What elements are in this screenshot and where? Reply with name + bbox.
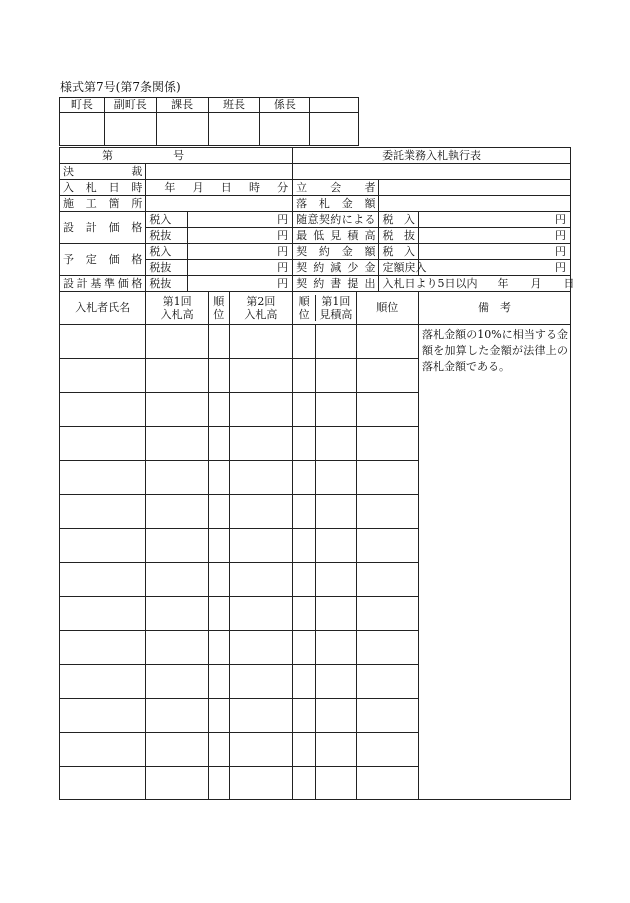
rank1-cell[interactable] bbox=[208, 733, 229, 767]
estimate-cell[interactable] bbox=[316, 733, 355, 766]
value-contract-submission[interactable] bbox=[379, 276, 575, 292]
estimate-cell[interactable] bbox=[316, 461, 355, 494]
rank2-cell[interactable] bbox=[293, 597, 316, 630]
bidder-name-cell[interactable] bbox=[60, 427, 146, 461]
round2-bid-cell[interactable] bbox=[229, 495, 293, 529]
rank2-estimate-cell[interactable] bbox=[293, 733, 356, 767]
bidder-rows bbox=[60, 325, 571, 800]
order-cell[interactable] bbox=[356, 563, 418, 597]
round2-bid-cell[interactable] bbox=[229, 767, 293, 800]
header-row bbox=[60, 148, 571, 164]
col-rank-2-and-estimate bbox=[293, 292, 356, 325]
label-contract-amount: 契約金額 bbox=[293, 244, 379, 260]
rank2-estimate-cell[interactable] bbox=[293, 529, 356, 563]
col-remarks: 備 考 bbox=[419, 292, 571, 325]
label-contract-submission: 契約書提出 bbox=[293, 276, 379, 292]
approval-label-team-leader: 班長 bbox=[208, 98, 260, 113]
value-kessai-right[interactable] bbox=[293, 164, 571, 180]
rank2-estimate-cell[interactable] bbox=[293, 563, 356, 597]
approval-stamp-table bbox=[59, 97, 359, 146]
deadline-text: 入札日より5日以内 bbox=[382, 276, 478, 290]
round1-bid-cell[interactable] bbox=[146, 393, 208, 427]
rank1-cell[interactable] bbox=[208, 529, 229, 563]
round1-bid-cell[interactable] bbox=[146, 495, 208, 529]
order-cell[interactable] bbox=[356, 733, 418, 767]
value-bid-datetime[interactable] bbox=[146, 180, 293, 196]
rank2-estimate-cell[interactable] bbox=[293, 767, 356, 800]
value-fixed-return[interactable]: 円 bbox=[419, 260, 571, 276]
rank1-cell[interactable] bbox=[208, 631, 229, 665]
col-round2-bid bbox=[229, 292, 293, 325]
round2-bid-cell[interactable] bbox=[229, 733, 293, 767]
remarks-text: 落札金額の10%に相当する金額を加算した金額が法律上の落札金額である。 bbox=[422, 328, 568, 373]
rank2-cell[interactable] bbox=[293, 529, 316, 562]
bidder-row bbox=[60, 325, 571, 359]
round1-bid-cell[interactable] bbox=[146, 631, 208, 665]
rank2-cell[interactable] bbox=[293, 325, 316, 358]
round2-bid-cell[interactable] bbox=[229, 665, 293, 699]
estimate-cell[interactable] bbox=[316, 495, 355, 528]
label-bid-datetime: 入札日時 bbox=[60, 180, 146, 196]
round1-bid-cell[interactable] bbox=[146, 461, 208, 495]
stamp-box-mayor[interactable] bbox=[60, 113, 105, 146]
col-estimate-line1: 第1回 bbox=[321, 295, 351, 308]
order-cell[interactable] bbox=[356, 529, 418, 563]
bidder-name-cell[interactable] bbox=[60, 699, 146, 733]
rank1-cell[interactable] bbox=[208, 597, 229, 631]
stamp-box-blank[interactable] bbox=[310, 113, 359, 146]
rank2-cell[interactable] bbox=[293, 359, 316, 392]
rank2-estimate-cell[interactable] bbox=[293, 393, 356, 427]
value-base-tax-out[interactable]: 円 bbox=[188, 276, 293, 292]
col-round1-bid bbox=[146, 292, 208, 325]
rank2-cell[interactable] bbox=[293, 461, 316, 494]
stamp-box-deputy-mayor[interactable] bbox=[104, 113, 156, 146]
rank2-cell[interactable] bbox=[293, 665, 316, 698]
stamp-box-section-chief[interactable] bbox=[156, 113, 208, 146]
round2-bid-cell[interactable] bbox=[229, 393, 293, 427]
order-cell[interactable] bbox=[356, 359, 418, 393]
value-negotiated-tax-in[interactable]: 円 bbox=[419, 212, 571, 228]
label-planned-price: 予定価格 bbox=[60, 244, 146, 276]
rank1-cell[interactable] bbox=[208, 359, 229, 393]
label-fixed-return: 定額戻入 bbox=[379, 260, 419, 276]
rank2-cell[interactable] bbox=[293, 427, 316, 460]
bidder-name-cell[interactable] bbox=[60, 325, 146, 359]
col-estimate-line2: 見積高 bbox=[319, 308, 353, 321]
order-cell[interactable] bbox=[356, 325, 418, 359]
bidder-name-cell[interactable] bbox=[60, 359, 146, 393]
row-approval bbox=[60, 164, 571, 180]
doc-no-dai: 第 bbox=[102, 148, 113, 162]
value-witness[interactable] bbox=[379, 180, 571, 196]
round1-bid-cell[interactable] bbox=[146, 733, 208, 767]
rank1-cell[interactable] bbox=[208, 563, 229, 597]
order-cell[interactable] bbox=[356, 767, 418, 800]
approval-label-deputy-mayor: 副町長 bbox=[104, 98, 156, 113]
value-winning-amount[interactable] bbox=[379, 196, 571, 212]
round1-bid-cell[interactable] bbox=[146, 325, 208, 359]
label-base-price: 設計基準価格 bbox=[60, 276, 146, 292]
label-tax-in-r2: 税入 bbox=[379, 244, 419, 260]
approval-label-section-chief: 課長 bbox=[156, 98, 208, 113]
approval-label-mayor: 町長 bbox=[60, 98, 105, 113]
row-planned-price-1 bbox=[60, 244, 571, 260]
bidder-name-cell[interactable] bbox=[60, 767, 146, 800]
label-contract-reduction: 契約減少金 bbox=[293, 260, 379, 276]
bid-execution-table bbox=[59, 147, 575, 800]
unit-month: 月 bbox=[192, 180, 204, 194]
rank1-cell[interactable] bbox=[208, 427, 229, 461]
estimate-cell[interactable] bbox=[316, 597, 355, 630]
approval-label-blank bbox=[310, 98, 359, 113]
rank1-cell[interactable] bbox=[208, 461, 229, 495]
round1-bid-cell[interactable] bbox=[146, 427, 208, 461]
bidder-name-cell[interactable] bbox=[60, 631, 146, 665]
value-design-tax-out[interactable]: 円 bbox=[188, 228, 293, 244]
value-site[interactable] bbox=[146, 196, 293, 212]
bidder-name-cell[interactable] bbox=[60, 393, 146, 427]
bidder-name-cell[interactable] bbox=[60, 597, 146, 631]
label-kessai: 決 裁 bbox=[60, 164, 146, 180]
rank2-estimate-cell[interactable] bbox=[293, 325, 356, 359]
col-round1-line2: 入札高 bbox=[160, 308, 194, 321]
round2-bid-cell[interactable] bbox=[229, 699, 293, 733]
row-site bbox=[60, 196, 571, 212]
estimate-cell[interactable] bbox=[316, 529, 355, 562]
round2-bid-cell[interactable] bbox=[229, 359, 293, 393]
label-tax-out-2: 税抜 bbox=[146, 260, 188, 276]
unit-year: 年 bbox=[164, 180, 176, 194]
bidder-name-cell[interactable] bbox=[60, 665, 146, 699]
estimate-cell[interactable] bbox=[316, 665, 355, 698]
row-design-price-1 bbox=[60, 212, 571, 228]
value-planned-tax-in[interactable]: 円 bbox=[188, 244, 293, 260]
label-witness: 立 会 者 bbox=[293, 180, 379, 196]
order-cell[interactable] bbox=[356, 461, 418, 495]
col-order: 順位 bbox=[356, 292, 418, 325]
bidder-name-cell[interactable] bbox=[60, 529, 146, 563]
label-tax-in-2: 税入 bbox=[146, 244, 188, 260]
col-estimate bbox=[316, 295, 355, 321]
label-lowest-estimate: 最低見積高 bbox=[293, 228, 379, 244]
value-contract-tax-in[interactable]: 円 bbox=[419, 244, 571, 260]
table-title: 委託業務入札執行表 bbox=[293, 148, 571, 164]
round2-bid-cell[interactable] bbox=[229, 461, 293, 495]
doc-no-go: 号 bbox=[173, 148, 185, 162]
col-rank1-line2: 位 bbox=[213, 308, 225, 321]
label-tax-in-1: 税入 bbox=[146, 212, 188, 228]
rank1-cell[interactable] bbox=[208, 699, 229, 733]
bidder-name-cell[interactable] bbox=[60, 461, 146, 495]
rank2-cell[interactable] bbox=[293, 699, 316, 732]
round2-bid-cell[interactable] bbox=[229, 529, 293, 563]
stamp-box-chief-clerk[interactable] bbox=[260, 113, 310, 146]
estimate-cell[interactable] bbox=[316, 359, 355, 392]
label-site: 施工箇所 bbox=[60, 196, 146, 212]
round1-bid-cell[interactable] bbox=[146, 665, 208, 699]
rank1-cell[interactable] bbox=[208, 495, 229, 529]
rank2-estimate-cell[interactable] bbox=[293, 597, 356, 631]
round2-bid-cell[interactable] bbox=[229, 325, 293, 359]
rank2-estimate-cell[interactable] bbox=[293, 461, 356, 495]
col-rank-1 bbox=[208, 292, 229, 325]
bidder-name-cell[interactable] bbox=[60, 733, 146, 767]
col-rank2-line2: 位 bbox=[298, 308, 310, 321]
estimate-cell[interactable] bbox=[316, 427, 355, 460]
col-rank2-line1: 順 bbox=[298, 295, 310, 308]
estimate-cell[interactable] bbox=[316, 325, 355, 358]
unit-minute: 分 bbox=[277, 180, 289, 194]
round2-bid-cell[interactable] bbox=[229, 597, 293, 631]
bidder-name-cell[interactable] bbox=[60, 495, 146, 529]
round1-bid-cell[interactable] bbox=[146, 529, 208, 563]
round1-bid-cell[interactable] bbox=[146, 359, 208, 393]
bidder-name-cell[interactable] bbox=[60, 563, 146, 597]
value-planned-tax-out[interactable]: 円 bbox=[188, 260, 293, 276]
rank2-cell[interactable] bbox=[293, 733, 316, 766]
order-cell[interactable] bbox=[356, 699, 418, 733]
col-rank1-line1: 順 bbox=[213, 295, 225, 308]
value-lowest-estimate-tax-out[interactable]: 円 bbox=[419, 228, 571, 244]
rank2-estimate-cell[interactable] bbox=[293, 359, 356, 393]
rank2-estimate-cell[interactable] bbox=[293, 427, 356, 461]
remarks-cell[interactable] bbox=[419, 325, 571, 800]
rank2-estimate-cell[interactable] bbox=[293, 699, 356, 733]
rank1-cell[interactable] bbox=[208, 767, 229, 800]
round2-bid-cell[interactable] bbox=[229, 427, 293, 461]
value-design-tax-in[interactable]: 円 bbox=[188, 212, 293, 228]
deadline-year: 年 bbox=[497, 276, 509, 290]
label-tax-out-r1: 税抜 bbox=[379, 228, 419, 244]
stamp-box-team-leader[interactable] bbox=[208, 113, 260, 146]
col-round1-line1: 第1回 bbox=[162, 295, 192, 308]
label-tax-in-r1: 税入 bbox=[379, 212, 419, 228]
rank2-cell[interactable] bbox=[293, 393, 316, 426]
label-negotiated: 随意契約による bbox=[293, 212, 379, 228]
label-tax-out-3: 税抜 bbox=[146, 276, 188, 292]
order-cell[interactable] bbox=[356, 631, 418, 665]
rank2-estimate-cell[interactable] bbox=[293, 665, 356, 699]
rank2-cell[interactable] bbox=[293, 563, 316, 596]
order-cell[interactable] bbox=[356, 597, 418, 631]
round1-bid-cell[interactable] bbox=[146, 699, 208, 733]
rank2-cell[interactable] bbox=[293, 631, 316, 664]
value-kessai[interactable] bbox=[146, 164, 293, 180]
unit-day: 日 bbox=[220, 180, 232, 194]
order-cell[interactable] bbox=[356, 665, 418, 699]
label-winning-amount: 落札金額 bbox=[293, 196, 379, 212]
estimate-cell[interactable] bbox=[316, 631, 355, 664]
col-round2-line2: 入札高 bbox=[244, 308, 278, 321]
rank1-cell[interactable] bbox=[208, 665, 229, 699]
col-rank-2 bbox=[293, 295, 316, 321]
round2-bid-cell[interactable] bbox=[229, 631, 293, 665]
rank2-cell[interactable] bbox=[293, 767, 316, 799]
deadline-month: 月 bbox=[530, 276, 542, 290]
estimate-cell[interactable] bbox=[316, 767, 355, 799]
rank1-cell[interactable] bbox=[208, 325, 229, 359]
round1-bid-cell[interactable] bbox=[146, 563, 208, 597]
order-cell[interactable] bbox=[356, 427, 418, 461]
round1-bid-cell[interactable] bbox=[146, 597, 208, 631]
unit-hour: 時 bbox=[248, 180, 260, 194]
form-number-heading: 様式第7号(第7条関係) bbox=[60, 80, 181, 94]
grid-header-row bbox=[60, 292, 571, 325]
round2-bid-cell[interactable] bbox=[229, 563, 293, 597]
estimate-cell[interactable] bbox=[316, 393, 355, 426]
rank1-cell[interactable] bbox=[208, 393, 229, 427]
estimate-cell[interactable] bbox=[316, 699, 355, 732]
col-round2-line1: 第2回 bbox=[246, 295, 276, 308]
round1-bid-cell[interactable] bbox=[146, 767, 208, 800]
label-design-price: 設計価格 bbox=[60, 212, 146, 244]
col-bidder-name: 入札者氏名 bbox=[60, 292, 146, 325]
order-cell[interactable] bbox=[356, 393, 418, 427]
deadline-day: 日 bbox=[563, 276, 575, 290]
approval-label-chief-clerk: 係長 bbox=[260, 98, 310, 113]
rank2-cell[interactable] bbox=[293, 495, 316, 528]
order-cell[interactable] bbox=[356, 495, 418, 529]
label-tax-out-1: 税抜 bbox=[146, 228, 188, 244]
row-bid-datetime bbox=[60, 180, 571, 196]
document-number-cell[interactable] bbox=[60, 148, 293, 164]
estimate-cell[interactable] bbox=[316, 563, 355, 596]
rank2-estimate-cell[interactable] bbox=[293, 495, 356, 529]
rank2-estimate-cell[interactable] bbox=[293, 631, 356, 665]
row-base-price bbox=[60, 276, 571, 292]
